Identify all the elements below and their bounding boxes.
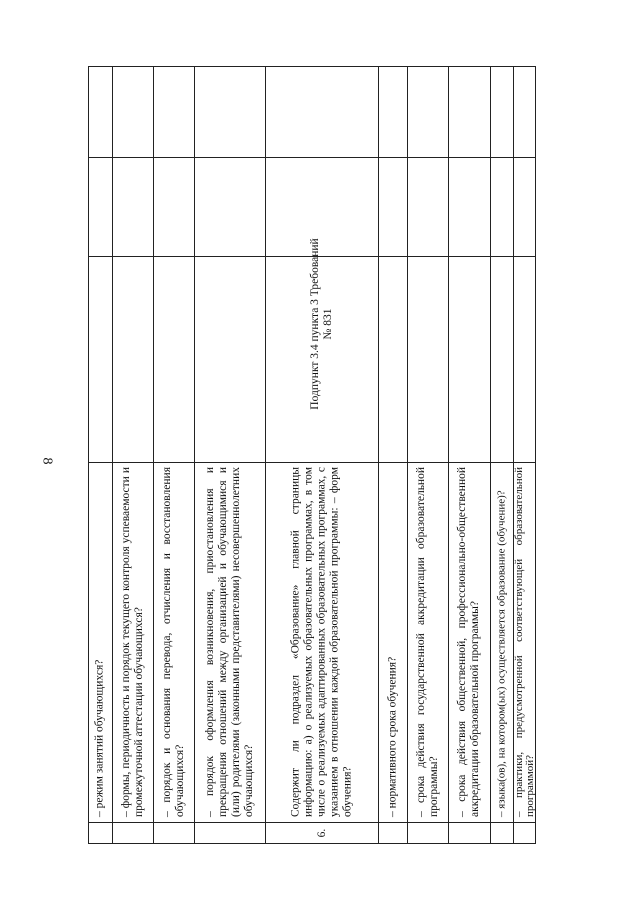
table-row <box>513 66 536 844</box>
checklist-table <box>88 66 536 844</box>
question-cell <box>407 462 448 822</box>
row-number: 6. <box>315 828 328 838</box>
table-row <box>378 66 407 844</box>
question-cell <box>88 462 112 822</box>
question-cell <box>513 462 536 822</box>
table-row <box>265 66 378 844</box>
table-row <box>407 66 448 844</box>
number-cell <box>265 822 378 844</box>
question-cell <box>490 462 513 822</box>
question-text: – порядок оформления возникновения, приостановления и прекращения отношений между организацией и обучающимися и (или) родителями (законными представителями) несовершеннолетних обучающихся? <box>203 467 255 817</box>
question-cell <box>448 462 490 822</box>
question-cell <box>265 462 378 822</box>
question-text: Содержит ли подраздел «Образование» главной страницы информацию: а) о реализуемых образовательных программах, в том числе о реализуемых адаптированных образовательных программах, с указанием в отношении каждой образовательной программы: – форм обучения? <box>289 467 353 817</box>
table-row <box>153 66 194 844</box>
question-text: – режим занятий обучающихся? <box>93 659 106 817</box>
question-text: – нормативного срока обучения? <box>386 656 398 817</box>
question-cell <box>378 462 407 822</box>
question-cell <box>112 462 153 822</box>
question-cell <box>194 462 265 822</box>
table-row <box>194 66 265 844</box>
question-text: – срока действия общественной, профессионально-общественной аккредитации образовательной программы? <box>456 467 481 817</box>
question-text: – практики, предусмотренной соответствующей образовательной программой? <box>512 467 536 817</box>
table-row <box>448 66 490 844</box>
question-text: – формы, периодичность и порядок текущего контроля успеваемости и промежуточной аттестации обучающихся? <box>119 467 145 817</box>
question-text: – срока действия государственной аккредитации образовательной программы? <box>414 467 440 817</box>
question-text: – языка(ов), на котором(ых) осуществляется образование (обучение)? <box>495 490 507 817</box>
reference-text: Подпункт 3.4 пункта 3 Требований № 831 <box>308 238 334 410</box>
question-text: – порядок и основания перевода, отчисления и восстановления обучающихся? <box>160 467 186 817</box>
reference-cell <box>265 238 378 462</box>
table-row <box>112 66 153 844</box>
page-number: 8 <box>39 457 55 465</box>
table-row <box>88 66 112 844</box>
question-cell <box>153 462 194 822</box>
table-row <box>490 66 513 844</box>
